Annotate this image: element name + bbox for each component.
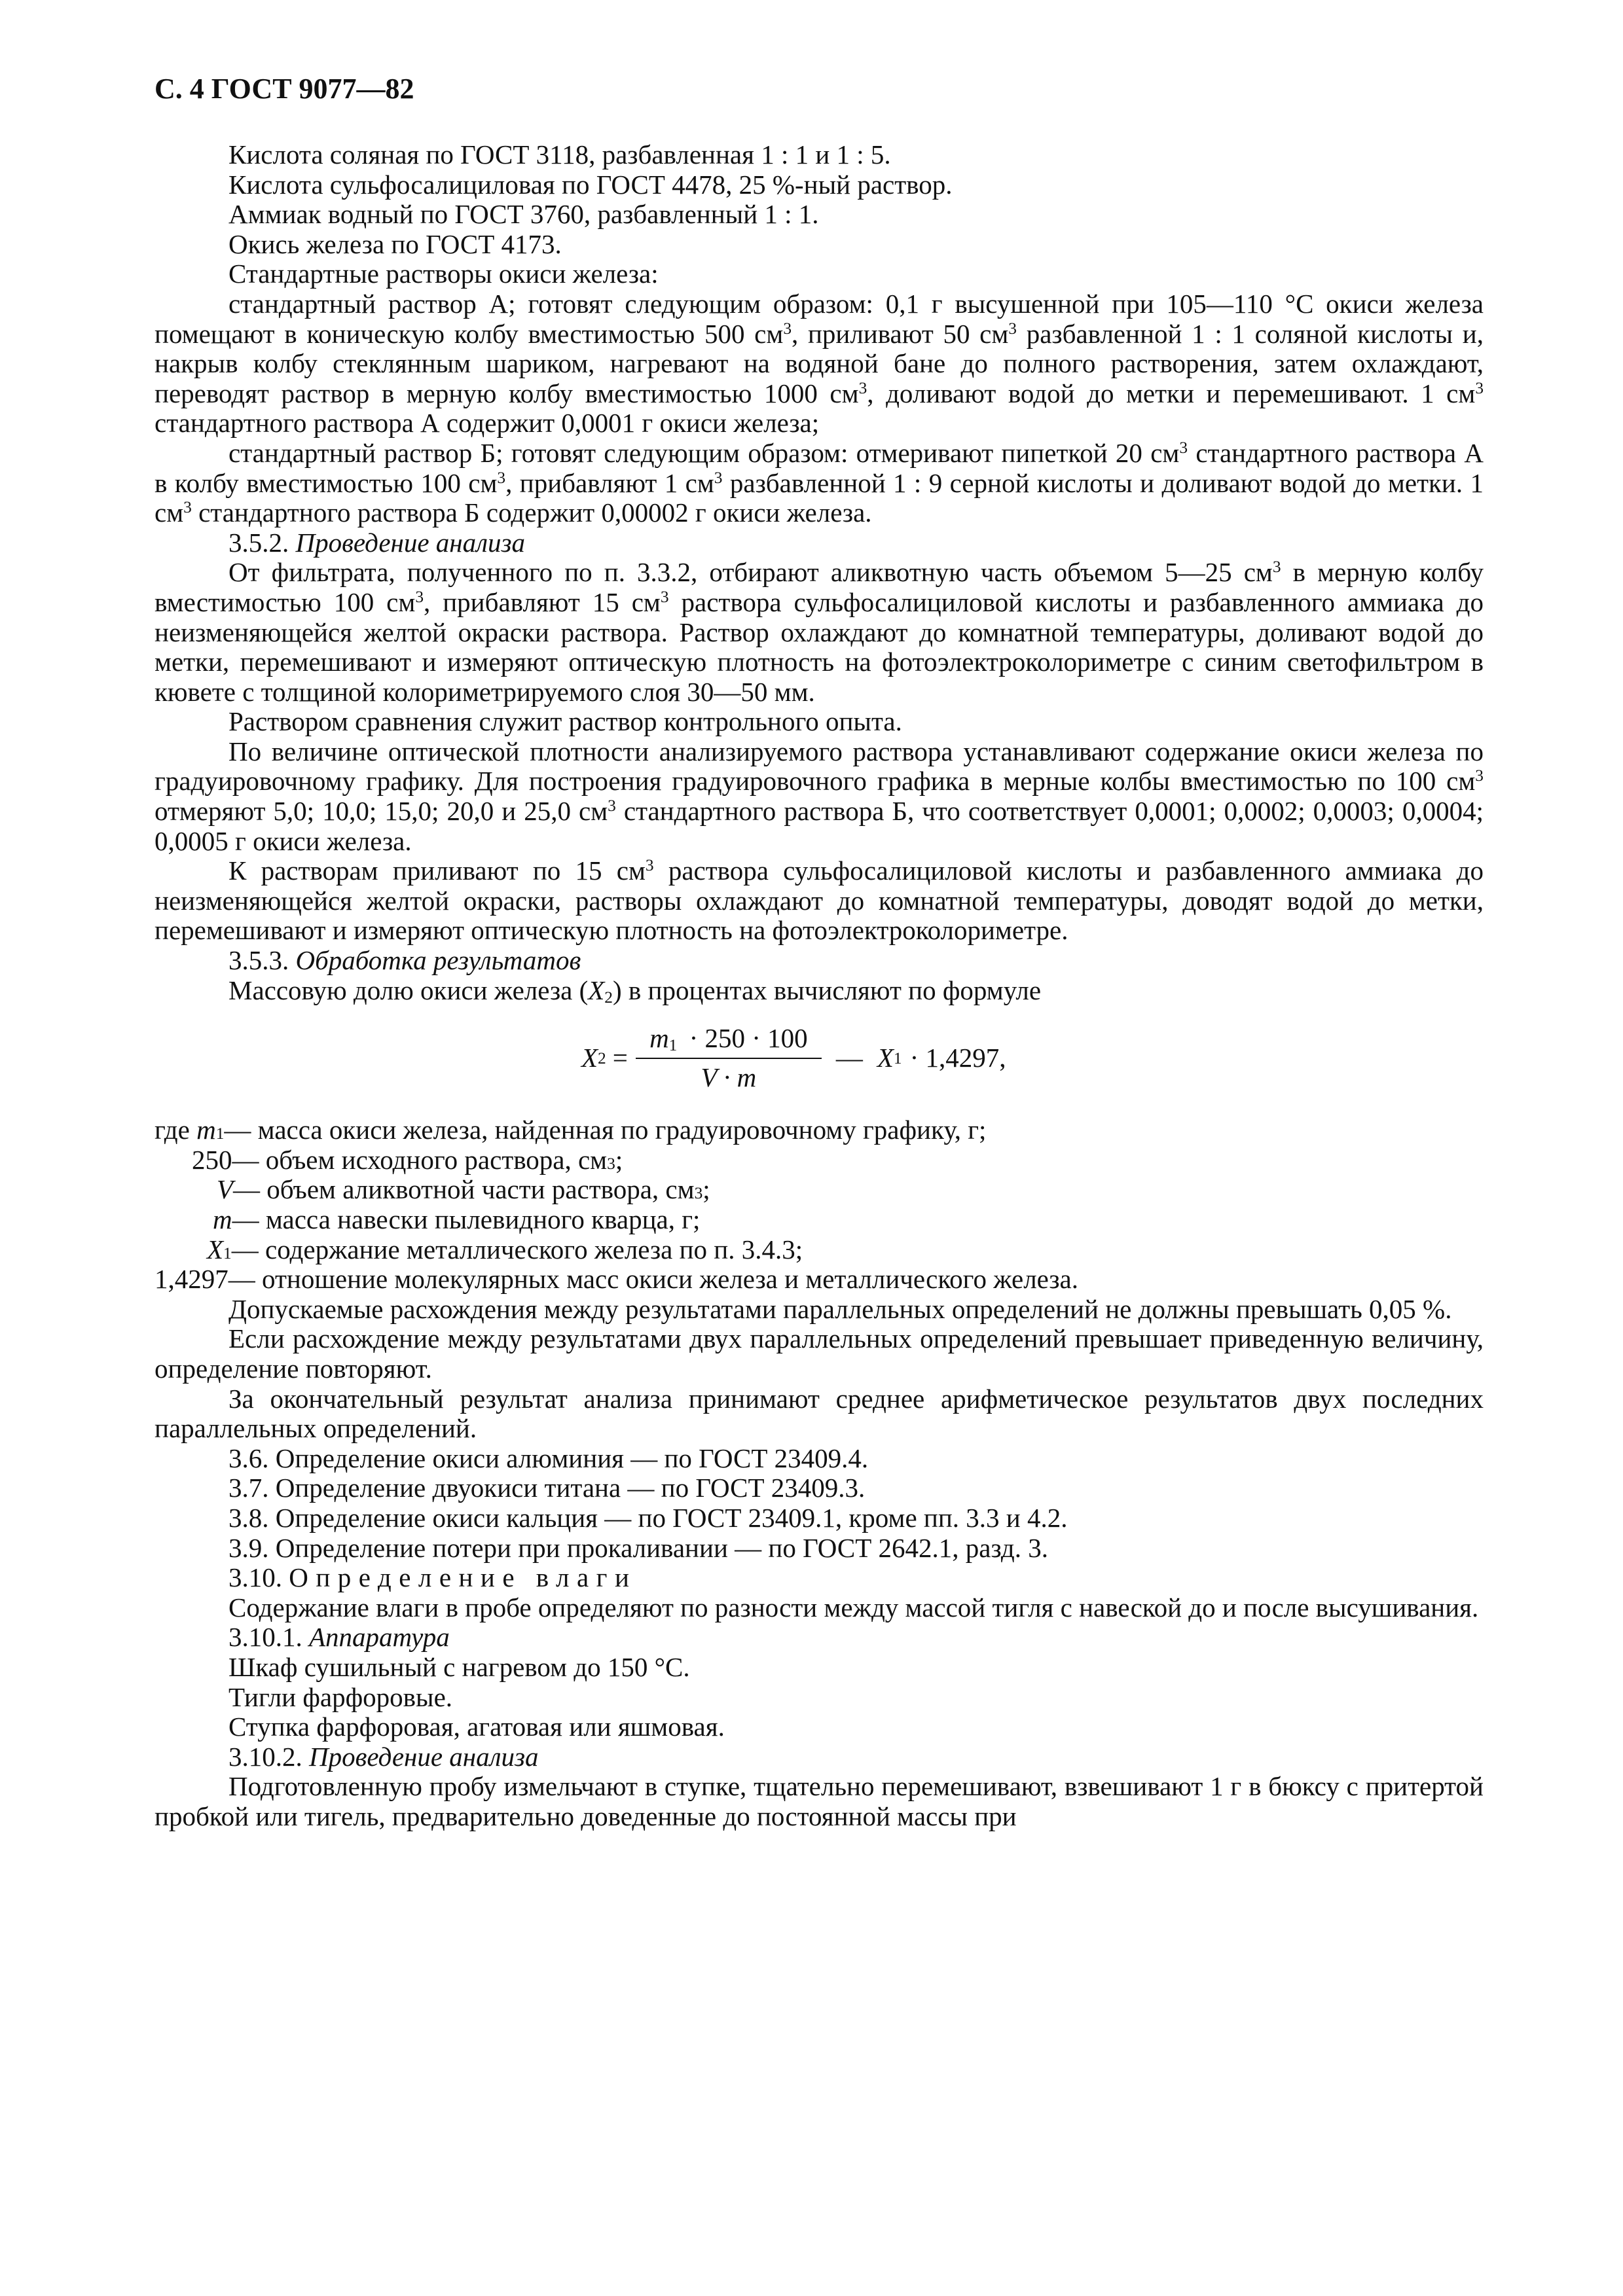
- add-reagents-paragraph: К растворам приливают по 15 $см^3$ раствора сульфосалициловой кислоты и разбавленного аммиака до неизменяющейся желтой окраски, растворы охлаждают до комнатной температуры, доводят водой до метки, перемешивают и измеряют оптическую плотность на фотоэлектроколориметре.: [155, 855, 1484, 946]
- comparison-solution: Раствором сравнения служит раствор контрольного опыта.: [228, 706, 902, 737]
- reagent-ammonia: Аммиак водный по ГОСТ 3760, разбавленный 1 : 1.: [228, 199, 819, 230]
- formula-fraction: [636, 1024, 822, 1092]
- apparatus-oven: Шкаф сушильный с нагревом до 150 °С.: [228, 1651, 690, 1682]
- definition-m: m — масса навески пылевидного кварца, г;: [213, 1204, 701, 1234]
- tolerance-paragraph: Допускаемые расхождения между результатами параллельных определений не должны превышать 0,05 %.: [228, 1293, 1452, 1324]
- item-3-9: 3.9. Определение потери при прокаливании — по ГОСТ 2642.1, разд. 3.: [228, 1532, 1049, 1563]
- section-3-10-2-heading: 3.10.2. Проведение анализа: [228, 1741, 539, 1772]
- final-result-paragraph: За окончательный результат анализа принимают среднее арифметическое результатов двух последних параллельных определений.: [155, 1383, 1484, 1444]
- formula-numerator: $m_1 \cdot 250 \cdot 100$: [649, 1023, 808, 1055]
- document-page: [155, 72, 1484, 1831]
- section-3-5-2-text: От фильтрата, полученного по п. 3.3.2, отбирают аликвотную часть объемом 5—25 $см^3$ в мерную колбу вместимостью 100 $см^3$, прибавляют 15 $см^3$ раствора сульфосалициловой кислоты и разбавленного аммиака до неизменяющейся желтой окраски раствора. Раствор охлаждают до комнатной температуры, доливают водой до метки, перемешивают и измеряют оптическую плотность на фотоэлектроколориметре с синим светофильтром в кювете с толщиной колориметрируемого слоя 30—50 мм.: [155, 557, 1484, 707]
- apparatus-mortar: Ступка фарфоровая, агатовая или яшмовая.: [228, 1712, 725, 1742]
- section-3-10-heading: 3.10. Определение влаги: [228, 1562, 637, 1593]
- item-3-7: 3.7. Определение двуокиси титана — по ГОСТ 23409.3.: [228, 1473, 866, 1503]
- definition-ratio: 1,4297 — отношение молекулярных масс окиси железа и металлического железа.: [155, 1264, 1078, 1295]
- formula-denominator: V · m: [636, 1058, 822, 1093]
- definition-x1: X 1 — содержание металлического железа по п. 3.4.3;: [207, 1234, 803, 1265]
- definition-250: 250 — объем исходного раствора, см 3 ;: [192, 1144, 623, 1175]
- item-3-8: 3.8. Определение окиси кальция — по ГОСТ 23409.1, кроме пп. 3.3 и 4.2.: [228, 1502, 1068, 1533]
- reagent-hcl: Кислота соляная по ГОСТ 3118, разбавленная 1 : 1 и 1 : 5.: [228, 139, 891, 170]
- item-3-6: 3.6. Определение окиси алюминия — по ГОСТ 23409.4.: [228, 1443, 869, 1473]
- apparatus-crucibles: Тигли фарфоровые.: [228, 1681, 453, 1712]
- standard-solution-a: стандартный раствор А; готовят следующим образом: 0,1 г высушенной при 105—110 °С окиси железа помещают в коническую колбу вместимостью 500 $см^3$, приливают 50 $см^3$ разбавленной 1 : 1 соляной кислоты и, накрыв колбу стеклянным шариком, нагревают на водяной бане до полного растворения, затем охлаждают, переводят раствор в мерную колбу вместимостью 1000 $см^3$, доливают водой до метки и перемешивают. 1 $см^3$ стандартного раствора А содержит 0,0001 г окиси железа;: [155, 288, 1484, 439]
- standard-solution-b: стандартный раствор Б; готовят следующим образом: отмеривают пипеткой 20 $см^3$ стандартного раствора А в колбу вместимостью 100 $см^3$, прибавляют 1 $см^3$ разбавленной 1 : 9 серной кислоты и доливают водой до метки. 1 $см^3$ стандартного раствора Б содержит 0,00002 г окиси железа.: [155, 437, 1484, 528]
- standard-solutions-heading: Стандартные растворы окиси железа:: [228, 259, 659, 289]
- formula-definitions: [155, 1115, 1484, 1295]
- section-3-10-2-text: Подготовленную пробу измельчают в ступке, тщательно перемешивают, взвешивают 1 г в бюксу с притертой пробкой или тигель, предварительно доведенные до постоянной массы при: [155, 1771, 1484, 1831]
- definition-v: V — объем аликвотной части раствора, см 3 ;: [217, 1174, 710, 1205]
- formula-block: [155, 1011, 1484, 1109]
- body-text: [155, 140, 1484, 1831]
- section-3-5-3-heading: 3.5.3. Обработка результатов: [228, 945, 581, 976]
- section-3-10-1-heading: 3.10.1. Аппаратура: [228, 1622, 450, 1653]
- section-3-5-2-heading: 3.5.2. Проведение анализа: [228, 527, 526, 558]
- reagent-iron-oxide: Окись железа по ГОСТ 4173.: [228, 228, 562, 259]
- iron-oxide-formula: X 2 = $\frac{m_1 \cdot 250 \cdot 100}{V \cdot m}$ — X 1 · 1,4297,: [581, 1023, 1006, 1092]
- repeat-paragraph: Если расхождение между результатами двух параллельных определений превышает приведенную величину, определение повторяют.: [155, 1323, 1484, 1384]
- reagent-sulfosalicylic: Кислота сульфосалициловая по ГОСТ 4478, 25 %-ный раствор.: [228, 169, 953, 200]
- formula-intro: Массовую долю окиси железа $(X_2)$ в процентах вычисляют по формуле: [228, 975, 1042, 1007]
- section-3-10-text: Содержание влаги в пробе определяют по разности между массой тигля с навеской до и после высушивания.: [228, 1592, 1479, 1623]
- page-header: С. 4 ГОСТ 9077—82: [155, 73, 414, 105]
- calibration-paragraph: По величине оптической плотности анализируемого раствора устанавливают содержание окиси железа по градуировочному графику. Для построения градуировочного графика в мерные колбы вместимостью по 100 $см^3$ отмеряют 5,0; 10,0; 15,0; 20,0 и 25,0 $см^3$ стандартного раствора Б, что соответствует 0,0001; 0,0002; 0,0003; 0,0004; 0,0005 г окиси железа.: [155, 736, 1484, 856]
- definition-m1: где m 1 — масса окиси железа, найденная по градуировочному графику, г;: [155, 1115, 987, 1145]
